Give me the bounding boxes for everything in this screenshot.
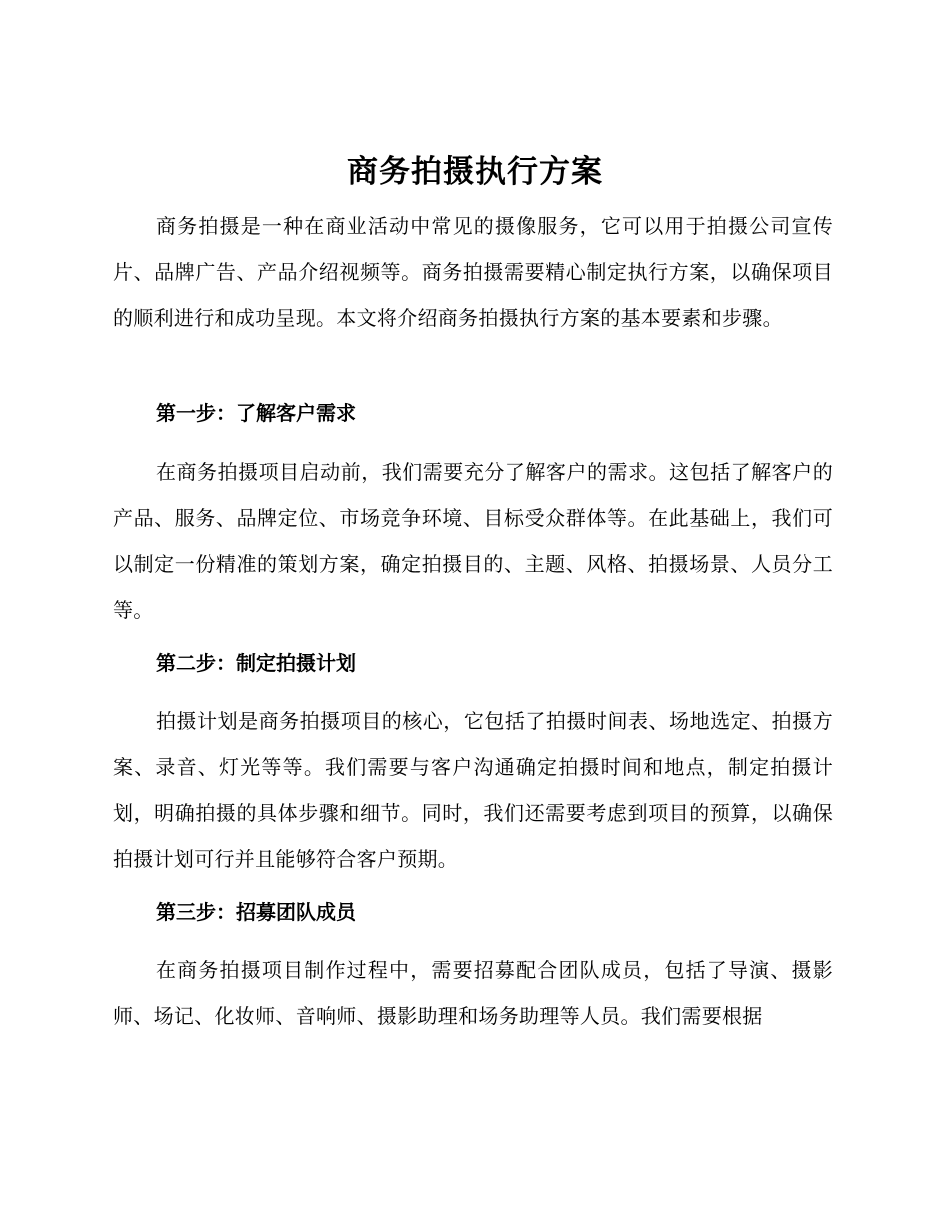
section-heading-step-2: 第二步：制定拍摄计划	[156, 651, 356, 675]
intro-paragraph: 商务拍摄是一种在商业活动中常见的摄像服务，它可以用于拍摄公司宣传片、品牌广告、产品介绍视频等。商务拍摄需要精心制定执行方案，以确保项目的顺利进行和成功呈现。本文将介绍商务拍摄执行方案的基本要素和步骤。	[113, 214, 833, 330]
section-body-step-3: 在商务拍摄项目制作过程中，需要招募配合团队成员，包括了导演、摄影师、场记、化妆师、音响师、摄影助理和场务助理等人员。我们需要根据	[113, 958, 833, 1028]
document-title: 商务拍摄执行方案	[347, 154, 603, 190]
section-body-step-1: 在商务拍摄项目启动前，我们需要充分了解客户的需求。这包括了解客户的产品、服务、品牌定位、市场竞争环境、目标受众群体等。在此基础上，我们可以制定一份精准的策划方案，确定拍摄目的、主题、风格、拍摄场景、人员分工等。	[113, 460, 833, 622]
section-heading-step-1: 第一步：了解客户需求	[156, 401, 356, 425]
section-heading-step-3: 第三步：招募团队成员	[156, 900, 356, 924]
section-body-step-2: 拍摄计划是商务拍摄项目的核心，它包括了拍摄时间表、场地选定、拍摄方案、录音、灯光等等。我们需要与客户沟通确定拍摄时间和地点，制定拍摄计划，明确拍摄的具体步骤和细节。同时，我们还需要考虑到项目的预算，以确保拍摄计划可行并且能够符合客户预期。	[113, 709, 833, 871]
